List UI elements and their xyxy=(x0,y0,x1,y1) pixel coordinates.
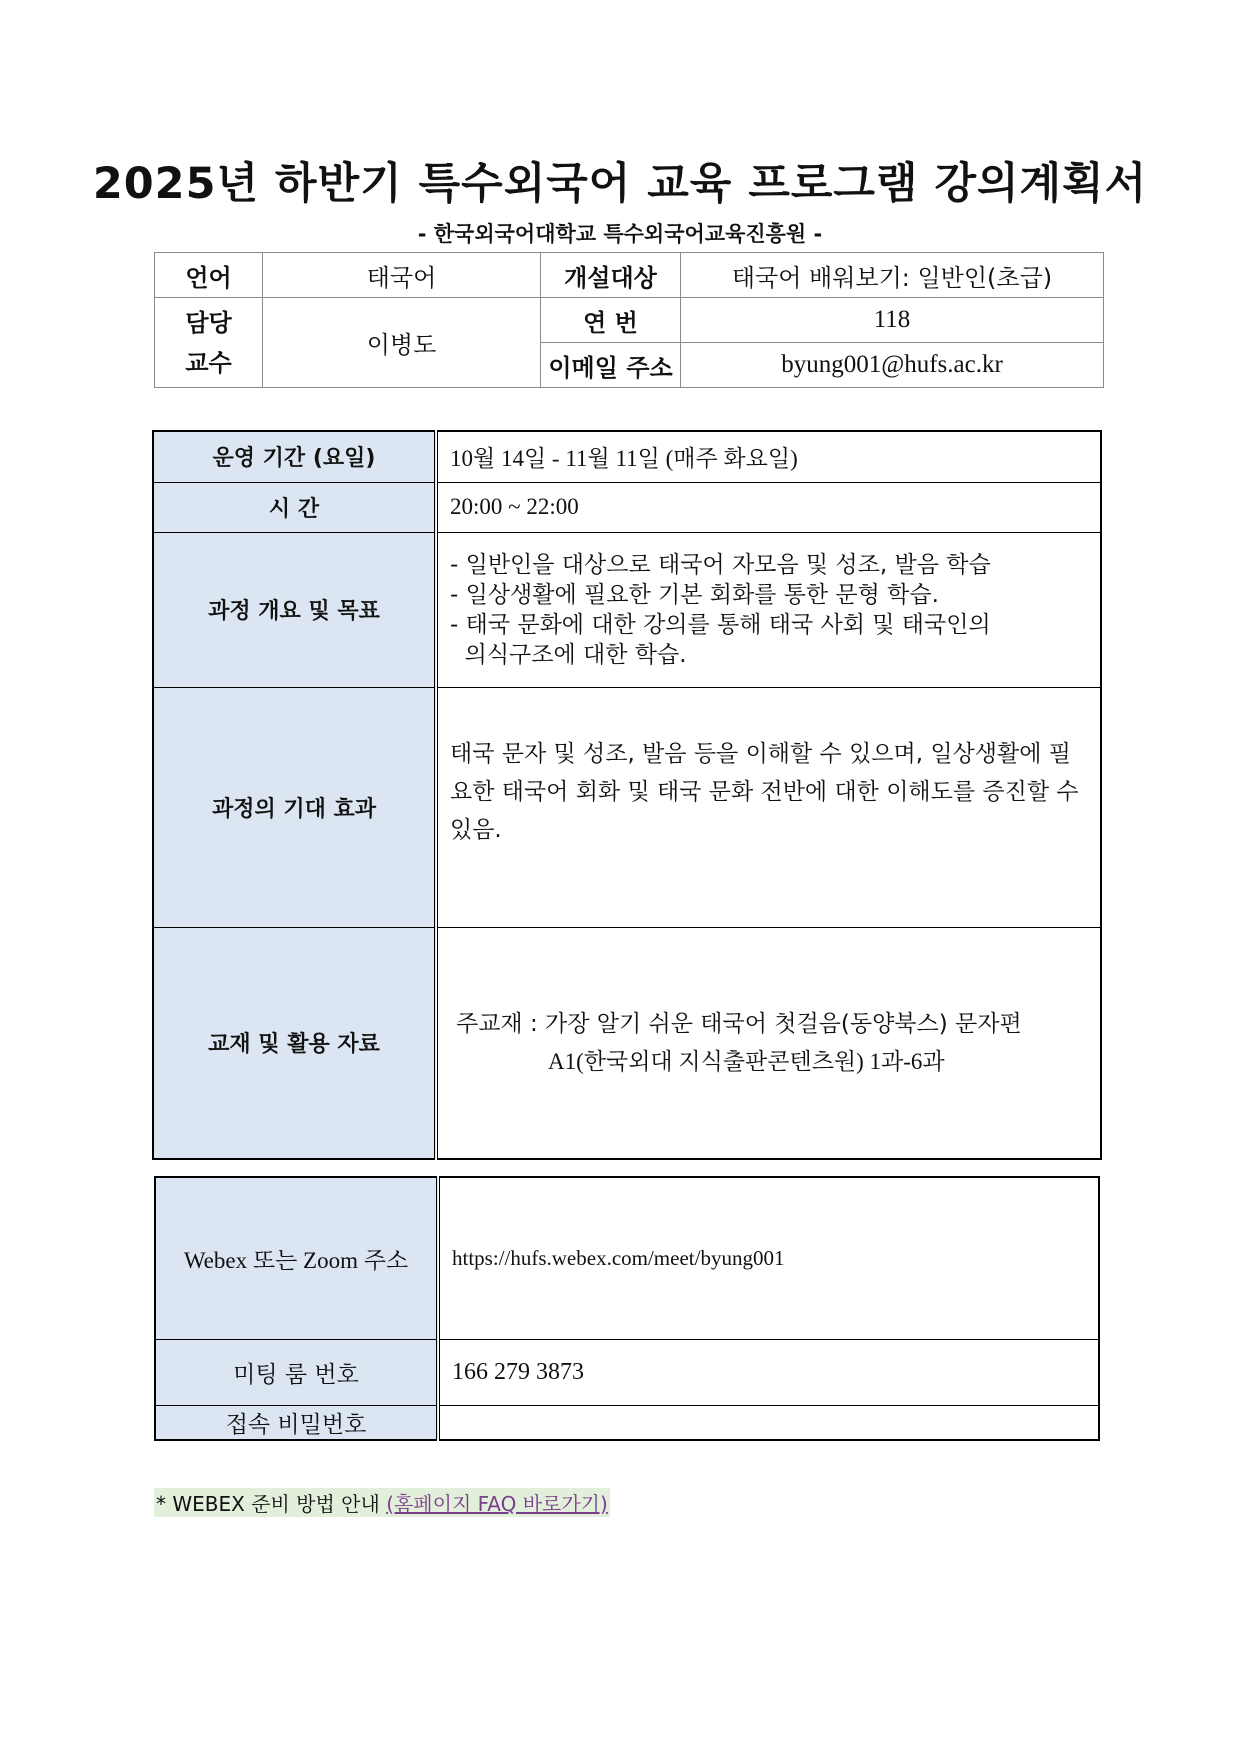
professor-label xyxy=(155,298,263,388)
goal-item: - 일반인을 대상으로 태국어 자모음 및 성조, 발음 학습 xyxy=(450,551,991,578)
goals-label: 과정 개요 및 목표 xyxy=(153,532,436,687)
page-subtitle: - 한국외국어대학교 특수외국어교육진흥원 - xyxy=(417,222,823,246)
room-number-value: 166 279 3873 xyxy=(438,1339,1099,1405)
email-label: 이메일 주소 xyxy=(541,343,681,388)
textbook-value xyxy=(436,927,1101,1159)
webex-guide-note xyxy=(154,1488,610,1517)
meeting-url-label: Webex 또는 Zoom 주소 xyxy=(155,1177,438,1339)
note-text: * WEBEX 준비 방법 안내 xyxy=(156,1492,387,1516)
number-label: 연 번 xyxy=(541,298,681,343)
meeting-url-value[interactable]: https://hufs.webex.com/meet/byung001 xyxy=(438,1177,1099,1339)
professor-value: 이병도 xyxy=(263,298,541,388)
online-access-table xyxy=(154,1176,1100,1441)
course-plan-table xyxy=(152,430,1102,1160)
effect-label: 과정의 기대 효과 xyxy=(153,687,436,927)
faq-link[interactable]: (홈페이지 FAQ 바로가기) xyxy=(386,1492,608,1516)
time-label: 시 간 xyxy=(153,482,436,532)
language-label: 언어 xyxy=(155,253,263,298)
professor-label-line1: 담당 xyxy=(185,308,232,337)
time-value: 20:00 ~ 22:00 xyxy=(436,482,1101,532)
effect-value: 태국 문자 및 성조, 발음 등을 이해할 수 있으며, 일상생활에 필요한 태국어 회화 및 태국 문화 전반에 대한 이해도를 증진할 수 있음. xyxy=(436,687,1101,927)
room-number-label: 미팅 룸 번호 xyxy=(155,1339,438,1405)
language-value: 태국어 xyxy=(263,253,541,298)
goal-item: - 태국 문화에 대한 강의를 통해 태국 사회 및 태국인의 xyxy=(450,611,991,638)
goal-item: 의식구조에 대한 학습. xyxy=(450,641,687,668)
course-info-table xyxy=(154,252,1104,388)
page-title: 2025년 하반기 특수외국어 교육 프로그램 강의계획서 xyxy=(92,159,1148,209)
target-value: 태국어 배워보기: 일반인(초급) xyxy=(681,253,1104,298)
number-value: 118 xyxy=(681,298,1104,343)
textbook-line: A1(한국외대 지식출판콘텐츠원) 1과-6과 xyxy=(548,1048,945,1074)
target-label: 개설대상 xyxy=(541,253,681,298)
period-label: 운영 기간 (요일) xyxy=(153,431,436,482)
professor-label-line2: 교수 xyxy=(185,348,232,377)
period-value: 10월 14일 - 11월 11일 (매주 화요일) xyxy=(436,431,1101,482)
goal-item: - 일상생활에 필요한 기본 회화를 통한 문형 학습. xyxy=(450,581,939,608)
goals-list xyxy=(436,532,1101,687)
password-label: 접속 비밀번호 xyxy=(155,1405,438,1440)
textbook-line: 주교재 : 가장 알기 쉬운 태국어 첫걸음(동양북스) 문자편 xyxy=(456,1010,1022,1037)
textbook-label: 교재 및 활용 자료 xyxy=(153,927,436,1159)
email-value: byung001@hufs.ac.kr xyxy=(681,343,1104,388)
password-value xyxy=(438,1405,1099,1440)
